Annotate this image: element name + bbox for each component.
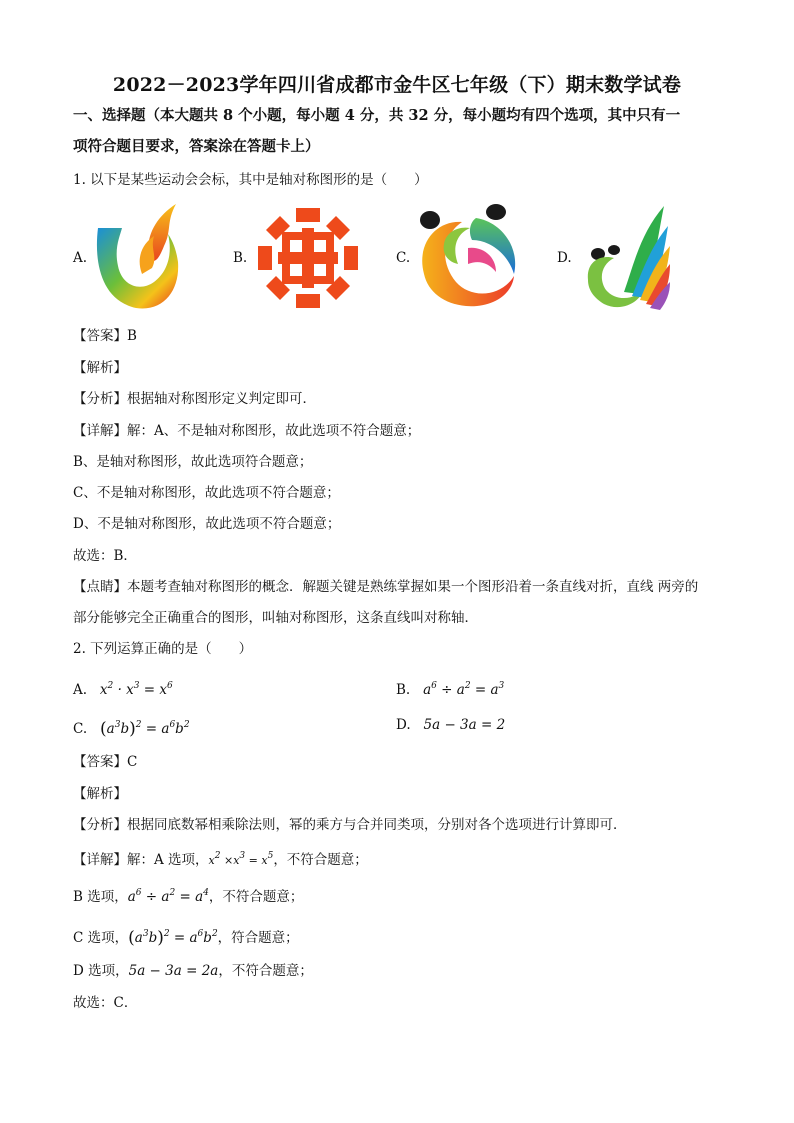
q1-analysis-header: 【解析】 [73, 360, 127, 376]
q1-stem: 1. 以下是某些运动会会标，其中是轴对称图形的是（ ） [73, 172, 428, 188]
q2-fenxi: 【分析】根据同底数幂相乘除法则，幂的乘方与合并同类项，分别对各个选项进行计算即可． [73, 817, 627, 833]
page-title: 2022－2023学年四川省成都市金牛区七年级（下）期末数学试卷 [112, 74, 682, 96]
q1-detail-1: 【详解】解：A、不是轴对称图形，故此选项不符合题意； [73, 423, 421, 439]
q2-choose: 故选：C． [73, 995, 138, 1011]
q2-option-a: A. $x^2 \cdot x^3 = x^6$ [73, 681, 173, 698]
q1-fenxi: 【分析】根据轴对称图形定义判定即可． [73, 391, 316, 407]
q1-option-c-label: C. [396, 250, 411, 266]
q1-detail-2: B、是轴对称图形，故此选项符合题意； [73, 454, 313, 470]
q1-answer: 【答案】B [73, 328, 137, 344]
q2-detail-c: C 选项，$(a^3b)^2 = a^6b^2$，符合题意； [73, 928, 299, 948]
q2-answer: 【答案】C [73, 754, 138, 770]
logo-d-image [584, 204, 672, 310]
q1-comment-2: 部分能够完全正确重合的图形，叫轴对称图形，这条直线叫对称轴． [73, 610, 478, 626]
q1-detail-4: D、不是轴对称图形，故此选项不符合题意； [73, 516, 341, 532]
q1-option-b-label: B. [233, 250, 248, 266]
logo-b-image [258, 208, 358, 308]
q1-option-d-label: D. [557, 250, 572, 266]
q2-option-b: B. $a^6 \div a^2 = a^3$ [396, 681, 505, 698]
q1-option-a-label: A. [73, 250, 88, 266]
section-header-line1: 一、选择题（本大题共 8 个小题，每小题 4 分，共 32 分，每小题均有四个选项，其中只有一 [73, 107, 681, 124]
q2-detail-b: B 选项，$a^6 \div a^2 = a^4$，不符合题意； [73, 888, 304, 905]
q2-option-c: C. $(a^3b)^2 = a^6b^2$ [73, 719, 190, 739]
logo-a-image [92, 200, 184, 312]
q2-analysis-header: 【解析】 [73, 786, 127, 802]
q1-comment-1: 【点睛】本题考查轴对称图形的概念．解题关键是熟练掌握如果一个图形沿着一条直线对折，直线 两旁的 [73, 579, 699, 595]
q2-detail-a: 【详解】解：A 选项，$x^2 \times x^3 = x^5$，不符合题意； [73, 851, 368, 868]
q1-detail-3: C、不是轴对称图形，故此选项不符合题意； [73, 485, 340, 501]
section-header-line2: 项符合题目要求，答案涂在答题卡上） [73, 138, 320, 155]
q1-choose: 故选：B． [73, 548, 137, 564]
logo-c-image [416, 204, 520, 308]
q2-option-d: D. 5a − 3a = 2 [396, 717, 506, 733]
q2-detail-d: D 选项，5a − 3a = 2a，不符合题意； [73, 963, 313, 979]
q2-stem: 2. 下列运算正确的是（ ） [73, 641, 253, 657]
